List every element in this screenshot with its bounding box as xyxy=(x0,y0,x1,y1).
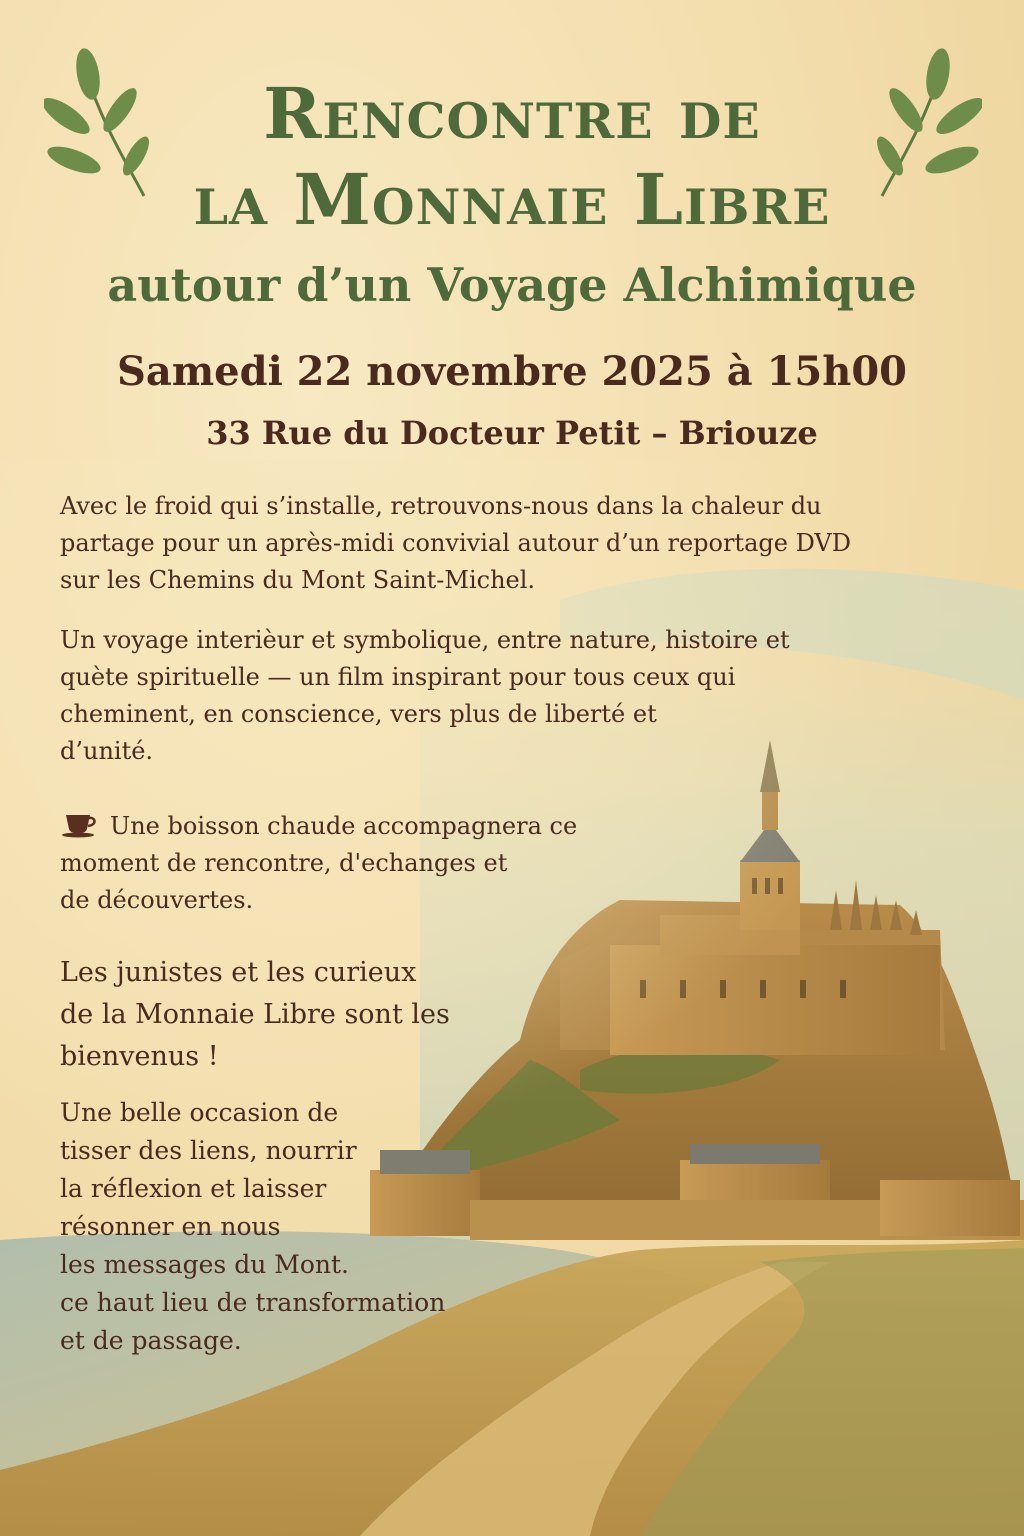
paragraph-voyage xyxy=(60,622,790,770)
paragraph-line: cheminent, en conscience, vers plus de liberté et xyxy=(60,700,657,728)
paragraph-line: et de passage. xyxy=(60,1326,242,1355)
paragraph-line: quète spirituelle — un film inspirant pour tous ceux qui xyxy=(60,663,736,691)
paragraph-occasion xyxy=(60,1094,445,1360)
subtitle: autour d’un Voyage Alchimique xyxy=(107,258,917,312)
event-date: Samedi 22 novembre 2025 à 15h00 xyxy=(117,348,907,395)
paragraph-line: Une boisson chaude accompagnera ce xyxy=(110,812,578,840)
paragraph-line: Un voyage interièur et symbolique, entre nature, histoire et xyxy=(60,626,790,654)
paragraph-line: tisser des liens, nourrir xyxy=(60,1136,357,1165)
paragraph-line: sur les Chemins du Mont Saint-Michel. xyxy=(60,566,536,594)
event-address: 33 Rue du Docteur Petit – Briouze xyxy=(206,414,818,452)
paragraph-line: les messages du Mont. xyxy=(60,1250,350,1279)
paragraph-line: Une belle occasion de xyxy=(60,1098,339,1127)
paragraph-line: d’unité. xyxy=(60,737,154,765)
paragraph-line: de découvertes. xyxy=(60,886,254,914)
paragraph-line: de la Monnaie Libre sont les xyxy=(60,999,450,1030)
paragraph-line-with-icon xyxy=(60,808,577,845)
paragraph-boisson xyxy=(60,808,577,919)
paragraph-line: Avec le froid qui s’installe, retrouvons-nous dans la chaleur du xyxy=(60,492,822,520)
paragraph-line: résonner en nous xyxy=(60,1212,281,1241)
paragraph-line: partage pour un après-midi convivial autour d’un reportage DVD xyxy=(60,529,851,557)
paragraph-line: ce haut lieu de transformation xyxy=(60,1288,446,1317)
paragraph-line: moment de rencontre, d'echanges et xyxy=(60,849,508,877)
title-line-2: la Monnaie Libre xyxy=(193,158,831,241)
paragraph-intro xyxy=(60,488,851,599)
paragraph-line: Les junistes et les curieux xyxy=(60,957,417,988)
title-line-1: Rencontre de xyxy=(263,72,761,155)
paragraph-line: bienvenus ! xyxy=(60,1041,219,1072)
paragraph-bienvenue xyxy=(60,952,450,1078)
coffee-cup-icon xyxy=(60,812,102,838)
paragraph-line: la réflexion et laisser xyxy=(60,1174,327,1203)
